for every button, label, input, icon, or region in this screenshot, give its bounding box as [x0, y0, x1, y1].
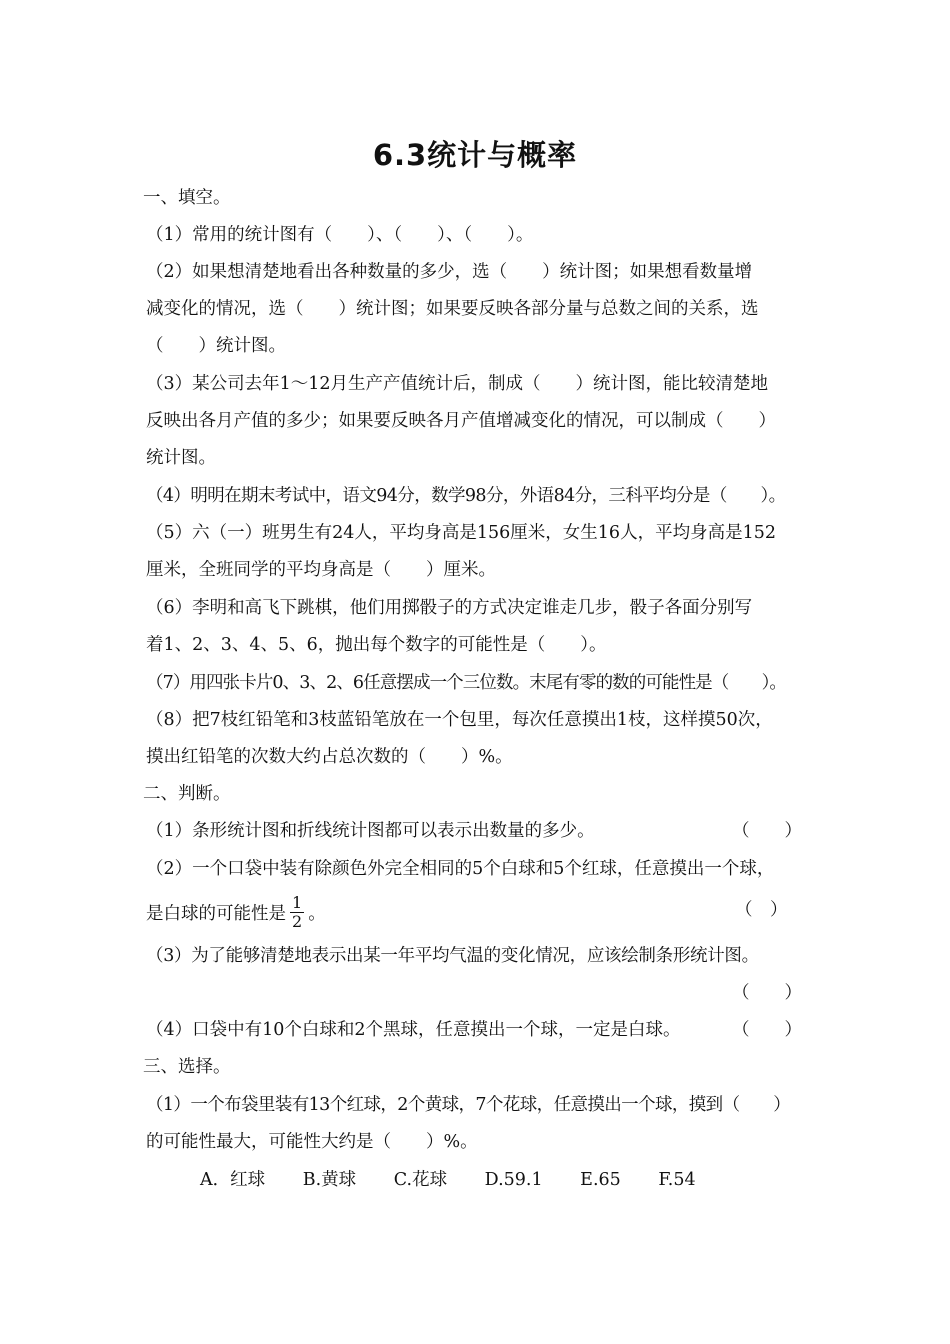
- choice-options: [200, 1168, 728, 1192]
- option-d: D.59.1: [484, 1170, 543, 1190]
- question-1-3-line-3: 统计图。: [146, 448, 216, 468]
- question-2-2-line-1: （2）一个口袋中装有除颜色外完全相同的5个白球和5个红球，任意摸出一个球，: [146, 859, 775, 879]
- one-half-fraction: [290, 894, 304, 931]
- question-1-5-line-1: （5）六（一）班男生有24人，平均身高是156厘米，女生16人，平均身高是152: [146, 523, 776, 543]
- answer-paren-2-2: （ ）: [735, 900, 788, 920]
- question-1-8-line-2: 摸出红铅笔的次数大约占总次数的（ ）%。: [146, 747, 513, 767]
- question-1-2-line-3: （ ）统计图。: [146, 336, 286, 356]
- fraction-numerator: 1: [292, 893, 303, 912]
- answer-paren-2-3: （ ）: [732, 983, 802, 1003]
- question-1-3-line-2: 反映出各月产值的多少；如果要反映各月产值增减变化的情况，可以制成（ ）: [146, 411, 776, 431]
- option-e: E.65: [580, 1170, 621, 1190]
- section-judge-heading: 二、判断。: [143, 784, 231, 804]
- answer-paren-2-1: （ ）: [732, 821, 802, 841]
- question-3-1-line-2: 的可能性最大，可能性大约是（ ）%。: [146, 1132, 478, 1152]
- question-1-1: （1）常用的统计图有（ ）、（ ）、（ ）。: [146, 225, 534, 245]
- question-3-1-line-1: （1）一个布袋里装有13个红球，2个黄球，7个花球，任意摸出一个球，摸到（ ）: [146, 1095, 791, 1115]
- question-1-2-line-1: （2）如果想清楚地看出各种数量的多少，选（ ）统计图；如果想看数量增: [146, 262, 753, 282]
- question-1-3-line-1: （3）某公司去年1～12月生产产值统计后，制成（ ）统计图，能比较清楚地: [146, 374, 769, 394]
- question-1-8-line-1: （8）把7枝红铅笔和3枝蓝铅笔放在一个包里，每次任意摸出1枝，这样摸50次，: [146, 710, 773, 730]
- option-c: C.花球: [393, 1170, 448, 1190]
- question-2-2-line-2: [146, 893, 326, 933]
- section-choice-heading: 三、选择。: [143, 1057, 231, 1077]
- option-b: B.黄球: [302, 1170, 357, 1190]
- question-1-6-line-2: 着1、2、3、4、5、6，抛出每个数字的可能性是（ ）。: [146, 635, 607, 655]
- question-2-2-text: 是白球的可能性是: [146, 904, 286, 924]
- option-a: A．红球: [200, 1170, 266, 1190]
- question-1-7: （7）用四张卡片0、3、2、6任意摆成一个三位数。末尾有零的数的可能性是（ ）。: [146, 673, 787, 693]
- answer-paren-2-4: （ ）: [732, 1020, 802, 1040]
- question-1-4: （4）明明在期末考试中，语文94分，数学98分，外语84分，三科平均分是（ ）。: [146, 486, 786, 506]
- fraction-denominator: 2: [292, 912, 303, 931]
- question-1-5-line-2: 厘米，全班同学的平均身高是（ ）厘米。: [146, 560, 496, 580]
- question-1-6-line-1: （6）李明和高飞下跳棋，他们用掷骰子的方式决定谁走几步，骰子各面分别写: [146, 598, 753, 618]
- page-title: 6.3统计与概率: [372, 138, 578, 172]
- question-2-2-end: 。: [308, 904, 326, 924]
- section-fill-blank-heading: 一、填空。: [143, 188, 231, 208]
- question-1-2-line-2: 减变化的情况，选（ ）统计图；如果要反映各部分量与总数之间的关系，选: [146, 299, 759, 319]
- question-2-3: （3）为了能够清楚地表示出某一年平均气温的变化情况，应该绘制条形统计图。: [146, 946, 759, 966]
- question-2-1: （1）条形统计图和折线统计图都可以表示出数量的多少。: [146, 821, 595, 841]
- option-f: F.54: [658, 1170, 696, 1190]
- question-2-4: （4）口袋中有10个白球和2个黑球，任意摸出一个球，一定是白球。: [146, 1020, 681, 1040]
